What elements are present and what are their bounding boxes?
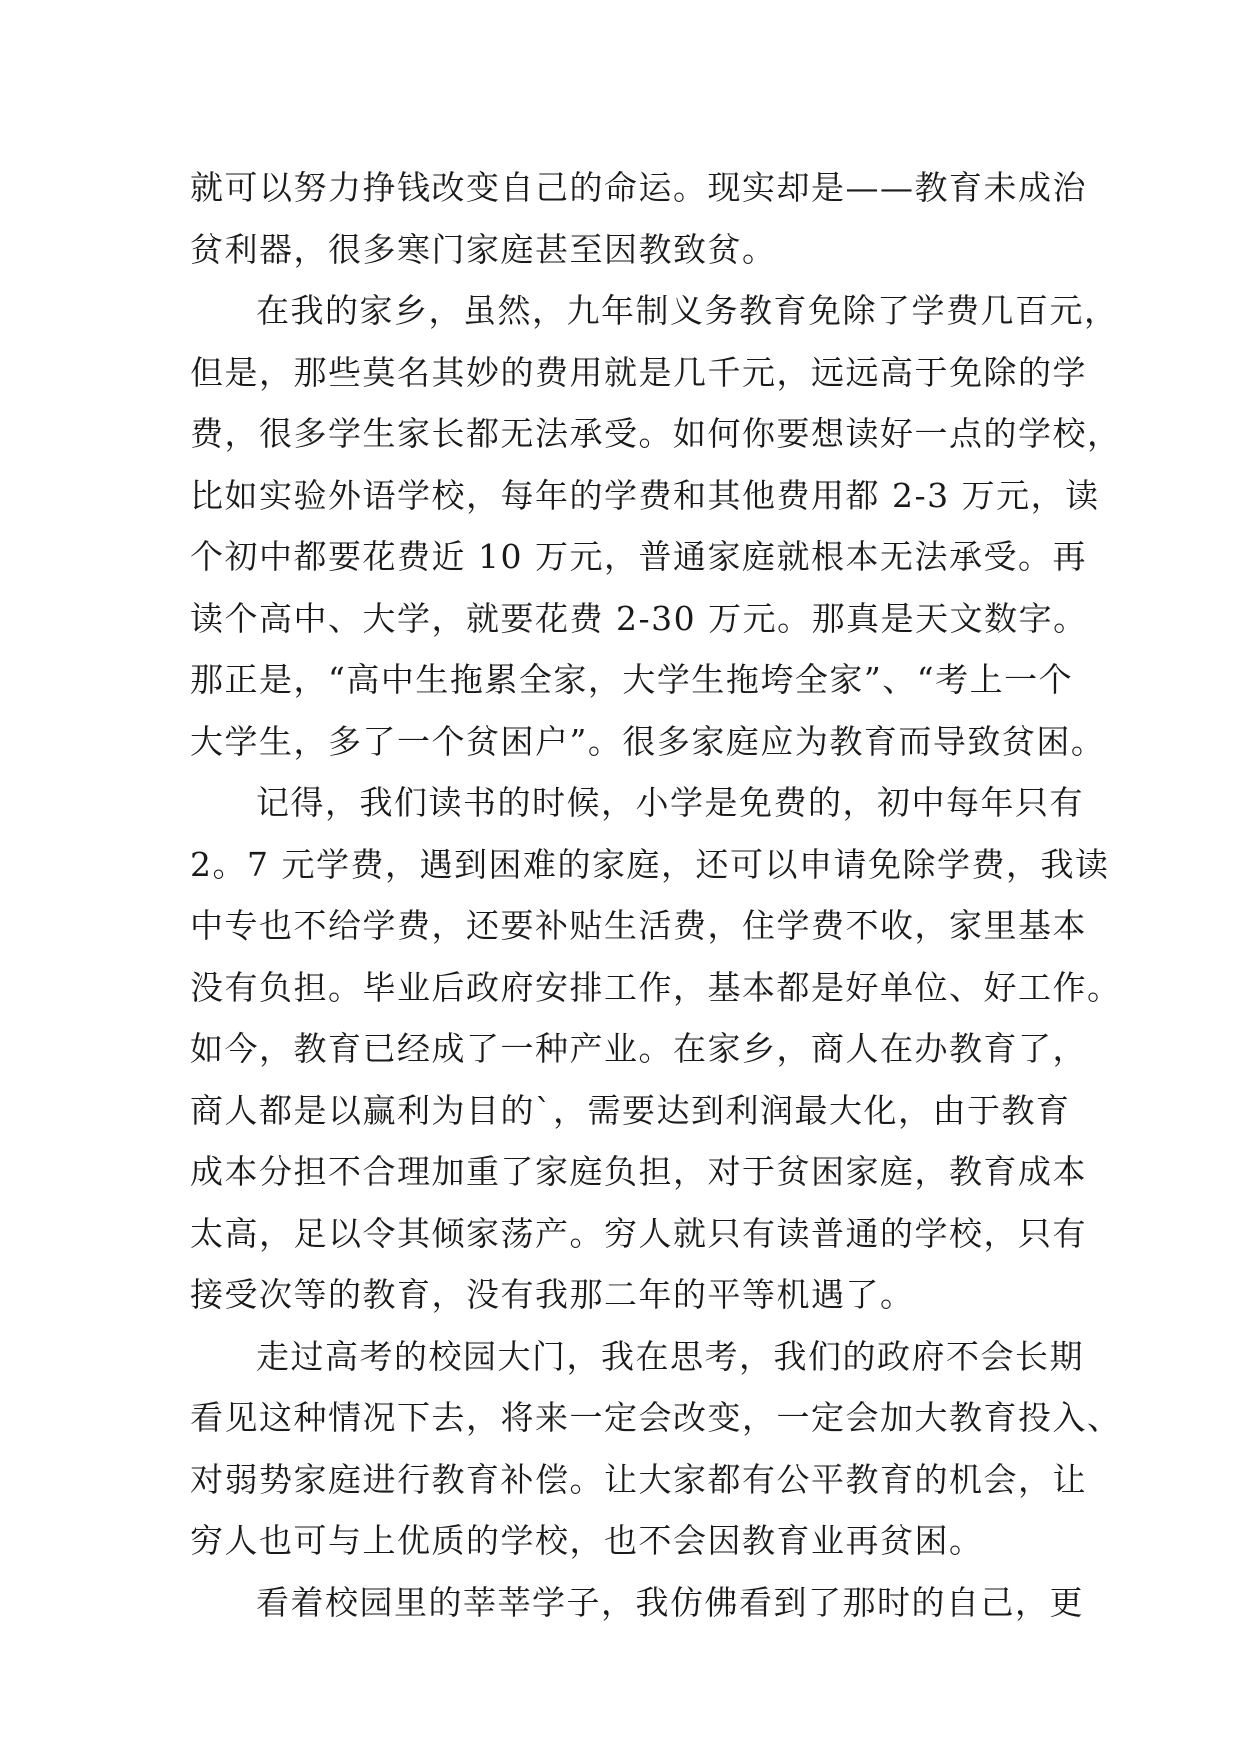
text-line: 但是，那些莫名其妙的费用就是几千元，远远高于免除的学 bbox=[190, 352, 1087, 392]
text-line: 太高，足以令其倾家荡产。穷人就只有读普通的学校，只有 bbox=[190, 1213, 1087, 1253]
text-line: 费，很多学生家长都无法承受。如何你要想读好一点的学校， bbox=[190, 414, 1122, 453]
text-line: 成本分担不合理加重了家庭负担，对于贫困家庭，教育成本 bbox=[190, 1152, 1087, 1191]
text-line: 商人都是以赢利为目的`，需要达到利润最大化，由于教育 bbox=[190, 1090, 1071, 1130]
text-line: 比如实验外语学校，每年的学费和其他费用都 2-3 万元，读 bbox=[190, 475, 1100, 515]
text-line: 看见这种情况下去，将来一定会改变，一定会加大教育投入、 bbox=[190, 1398, 1122, 1437]
paragraph-start-line: 记得，我们读书的时候，小学是免费的，初中每年只有 bbox=[256, 783, 1084, 822]
text-line: 2。7 元学费，遇到困难的家庭，还可以申请免除学费，我读 bbox=[190, 844, 1110, 884]
text-line: 没有负担。毕业后政府安排工作，基本都是好单位、好工作。 bbox=[190, 967, 1122, 1007]
body-text bbox=[190, 157, 1122, 1633]
text-line: 大学生，多了一个贫困户”。很多家庭应为教育而导致贫困。 bbox=[190, 721, 1106, 761]
text-line: 个初中都要花费近 10 万元，普通家庭就根本无法承受。再 bbox=[190, 537, 1087, 576]
paragraph-start-line: 走过高考的校园大门，我在思考，我们的政府不会长期 bbox=[256, 1336, 1084, 1376]
paragraph-start-line: 在我的家乡，虽然，九年制义务教育免除了学费几百元， bbox=[256, 291, 1119, 330]
text-line: 贫利器，很多寒门家庭甚至因教致贫。 bbox=[190, 229, 777, 269]
text-line: 对弱势家庭进行教育补偿。让大家都有公平教育的机会，让 bbox=[190, 1459, 1087, 1499]
text-line: 穷人也可与上优质的学校，也不会因教育业再贫困。 bbox=[190, 1521, 984, 1560]
text-line: 接受次等的教育，没有我那二年的平等机遇了。 bbox=[190, 1275, 915, 1314]
text-line: 中专也不给学费，还要补贴生活费，住学费不收，家里基本 bbox=[190, 906, 1087, 945]
paragraph-start-line: 看着校园里的莘莘学子，我仿佛看到了那时的自己，更 bbox=[256, 1582, 1084, 1622]
text-line: 如今，教育已经成了一种产业。在家乡，商人在办教育了， bbox=[190, 1029, 1087, 1068]
text-line: 读个高中、大学，就要花费 2-30 万元。那真是天文数字。 bbox=[190, 598, 1088, 638]
text-line: 那正是，“高中生拖累全家，大学生拖垮全家”、“考上一个 bbox=[190, 660, 1074, 699]
text-line: 就可以努力挣钱改变自己的命运。现实却是——教育未成治 bbox=[190, 168, 1087, 207]
